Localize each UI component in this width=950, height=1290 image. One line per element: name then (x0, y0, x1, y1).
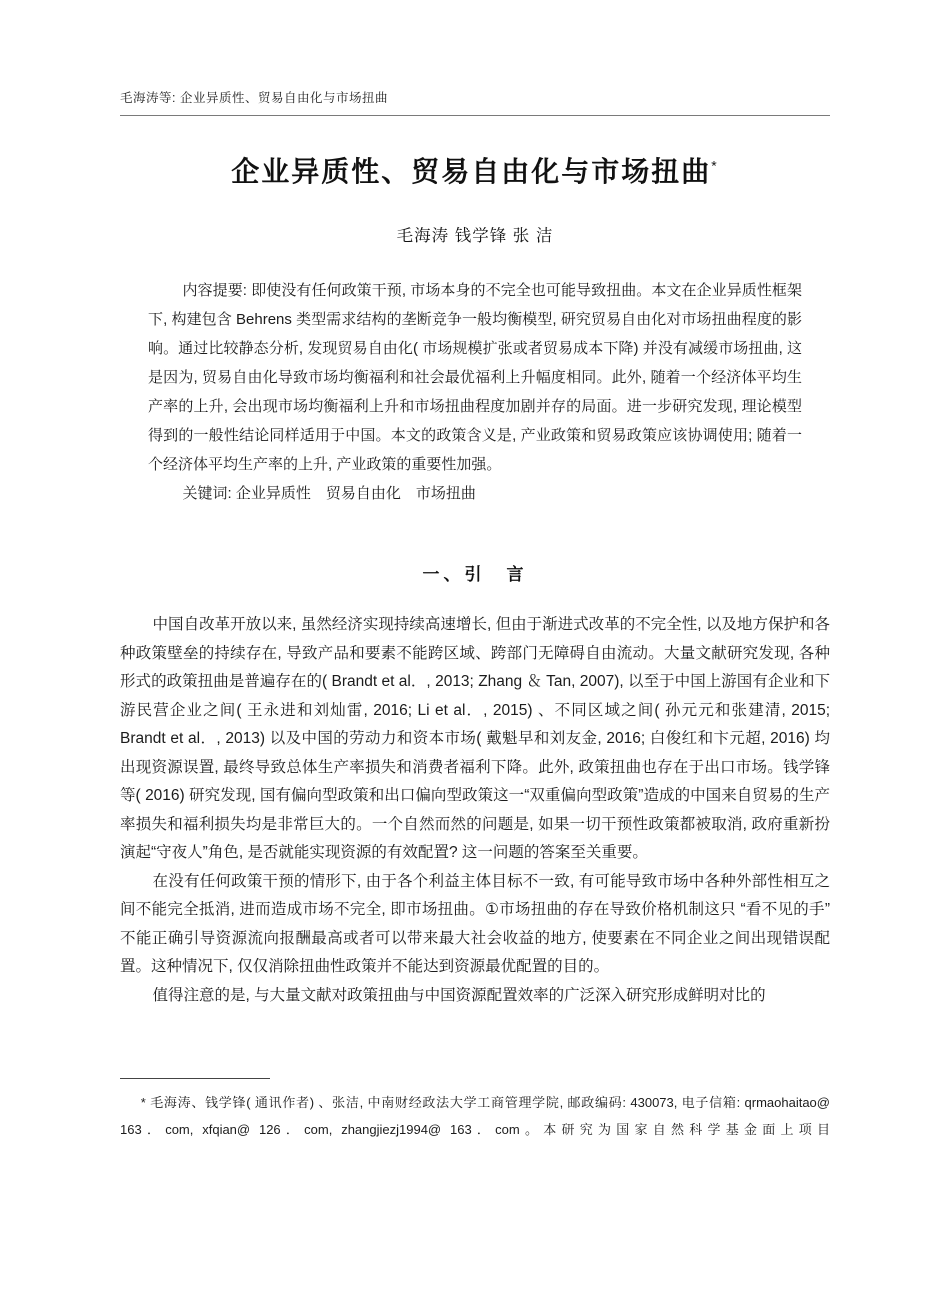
title-footnote-mark: * (711, 157, 719, 174)
keywords-line (148, 479, 802, 508)
body-paragraph-2: 在没有任何政策干预的情形下, 由于各个利益主体目标不一致, 有可能导致市场中各种外部性相互之间不能完全抵消, 进而造成市场不完全, 即市场扭曲。①市场扭曲的存在导致价格机制这只 “看不见的手” 不能正确引导资源流向报酬最高或者可以带来最大社会收益的地方, 使要素在不同企业之间出现错误配置。这种情况下, 仅仅消除扭曲性政策并不能达到资源最优配置的目的。 (120, 872, 830, 975)
authors-line: 毛海涛 钱学锋 张 洁 (396, 227, 554, 245)
paper-title-text: 企业异质性、贸易自由化与市场扭曲 (231, 156, 712, 187)
abstract-paragraph (148, 276, 802, 479)
footnote-separator-rule (120, 1078, 270, 1079)
body-paragraph-3: 值得注意的是, 与大量文献对政策扭曲与中国资源配置效率的广泛深入研究形成鲜明对比的 (152, 986, 766, 1004)
keywords-text: 企业异质性 贸易自由化 市场扭曲 (231, 485, 476, 502)
footnote-area (120, 1078, 830, 1143)
header-rule (120, 115, 830, 116)
section-heading-introduction: 一、引 言 (422, 565, 528, 584)
footnote-text: * 毛海涛、钱学锋( 通讯作者) 、张洁, 中南财经政法大学工商管理学院, 邮政编码: 430073, 电子信箱: qrmaohaitao@ 163．com, xfqian@ 126．com, zhangjiezj1994@ 163．com。本研究为国家自然科学基金面上项目 (120, 1095, 830, 1137)
abstract-label: 内容提要: (182, 282, 247, 299)
body-paragraph-1: 中国自改革开放以来, 虽然经济实现持续高速增长, 但由于渐进式改革的不完全性, 以及地方保护和各种政策壁垒的持续存在, 导致产品和要素不能跨区域、跨部门无障碍自由流动。大量文献研究发现, 各种形式的政策扭曲是普遍存在的( Brandt et al．, 2013; Zhang ＆ Tan, 2007), 以至于中国上游国有企业和下游民营企业之间( 王永进和刘灿雷, 2016; Li et al．, 2015) 、不同区域之间( 孙元元和张建清, 2015; Brandt et al．, 2013) 以及中国的劳动力和资本市场( 戴魁早和刘友金, 2016; 白俊红和卞元超, 2016) 均出现资源误置, 最终导致总体生产率损失和消费者福利下降。此外, 政策扭曲也存在于出口市场。钱学锋等( 2016) 研究发现, 国有偏向型政策和出口偏向型政策这一“双重偏向型政策”造成的中国来自贸易的生产率损失和福利损失均是非常巨大的。一个自然而然的问题是, 如果一切干预性政策都被取消, 政府重新扮演起“守夜人”角色, 是否就能实现资源的有效配置? 这一问题的答案至关重要。 (120, 616, 830, 861)
paper-title (120, 150, 830, 190)
running-header: 毛海涛等: 企业异质性、贸易自由化与市场扭曲 (120, 91, 388, 105)
abstract-text: 即使没有任何政策干预, 市场本身的不完全也可能导致扭曲。本文在企业异质性框架下, 构建包含 Behrens 类型需求结构的垄断竞争一般均衡模型, 研究贸易自由化对市场扭曲程度的影响。通过比较静态分析, 发现贸易自由化( 市场规模扩张或者贸易成本下降) 并没有减缓市场扭曲, 这是因为, 贸易自由化导致市场均衡福利和社会最优福利上升幅度相同。此外, 随着一个经济体平均生产率的上升, 会出现市场均衡福利上升和市场扭曲程度加剧并存的局面。进一步研究发现, 理论模型得到的一般性结论同样适用于中国。本文的政策含义是, 产业政策和贸易政策应该协调使用; 随着一个经济体平均生产率的上升, 产业政策的重要性加强。 (148, 282, 802, 473)
keywords-label: 关键词: (182, 485, 232, 502)
